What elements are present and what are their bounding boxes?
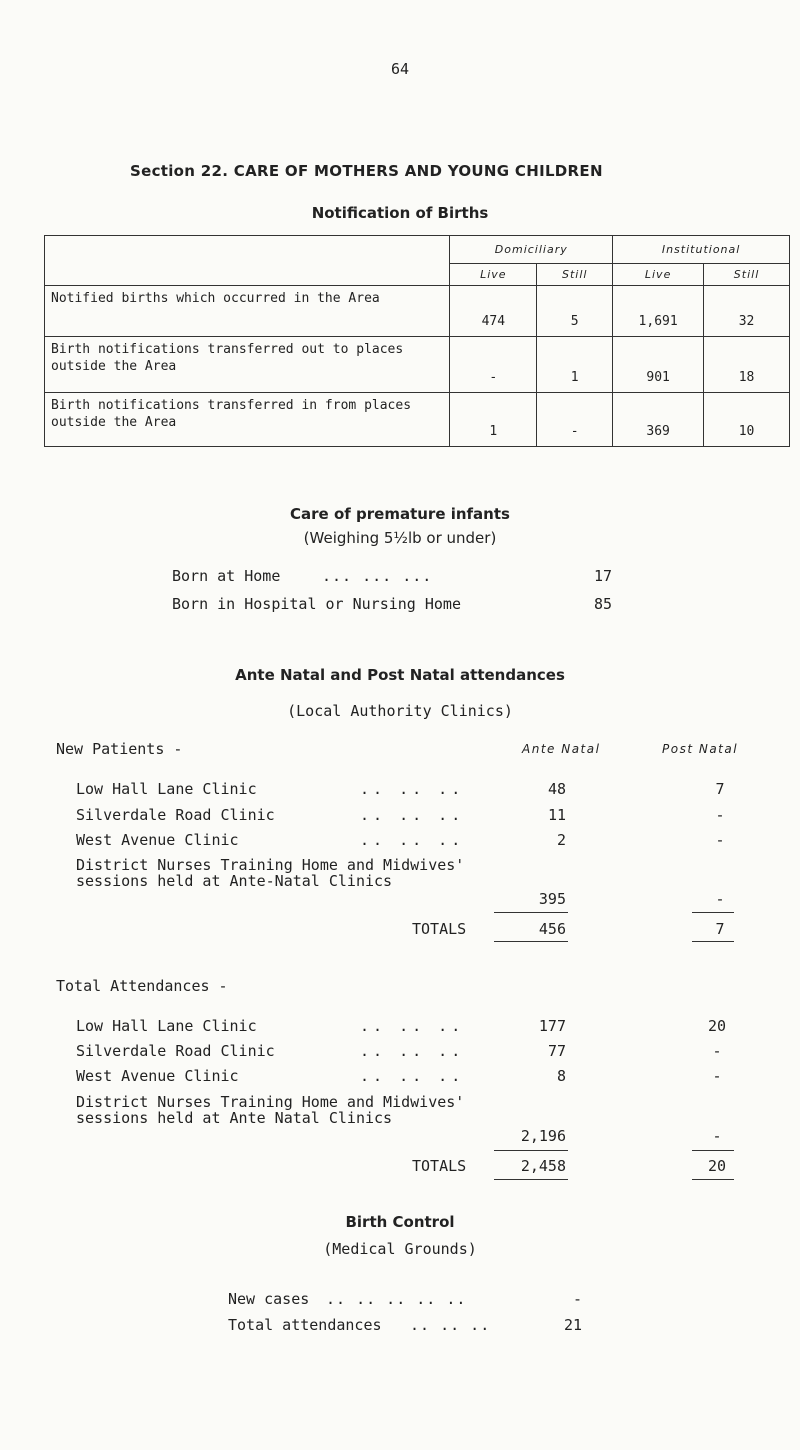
premature-home-dots: ... ... ... xyxy=(322,567,433,585)
attendances-title: Ante Natal and Post Natal attendances xyxy=(235,666,565,684)
total-rule xyxy=(692,941,734,942)
col-header-ante-natal: Ante Natal xyxy=(522,742,601,756)
ante-total: 2,458 xyxy=(520,1157,566,1175)
post-value: - xyxy=(715,806,725,824)
post-value: 7 xyxy=(715,780,725,798)
cell-value: 18 xyxy=(704,337,790,393)
ante-total: 456 xyxy=(538,920,566,938)
premature-home-value: 17 xyxy=(593,567,612,585)
cell-value: 5 xyxy=(537,286,613,337)
row-label: Notified births which occurred in the Area xyxy=(45,286,450,337)
births-table xyxy=(44,235,790,447)
header-dom-still: Still xyxy=(537,264,613,286)
cell-value: 901 xyxy=(613,337,704,393)
post-total: 7 xyxy=(715,920,725,938)
ante-value: 2 xyxy=(556,831,566,849)
attendances-subtitle: (Local Authority Clinics) xyxy=(287,702,513,720)
post-value: - xyxy=(715,890,725,908)
clinic-label: Low Hall Lane Clinic xyxy=(76,780,257,798)
ante-value: 395 xyxy=(538,890,566,908)
subtotal-rule xyxy=(494,912,568,913)
clinic-label: Silverdale Road Clinic xyxy=(76,806,275,824)
new-patients-label: New Patients - xyxy=(56,740,183,758)
premature-home-label: Born at Home xyxy=(172,567,281,585)
post-value: - xyxy=(712,1127,722,1145)
header-dom-live: Live xyxy=(450,264,537,286)
cell-value: 1 xyxy=(450,393,537,447)
ante-value: 48 xyxy=(547,780,566,798)
total-rule xyxy=(692,1179,734,1180)
leader-dots: .. .. .. xyxy=(360,780,465,798)
cell-value: - xyxy=(450,337,537,393)
clinic-label: District Nurses Training Home and Midwives' sessions held at Ante Natal Clinics xyxy=(76,1093,465,1127)
new-cases-dots: .. .. .. .. .. xyxy=(326,1290,467,1308)
subtotal-rule xyxy=(692,1150,734,1151)
total-rule xyxy=(494,941,568,942)
header-domiciliary: Domiciliary xyxy=(450,236,613,264)
leader-dots: .. .. .. xyxy=(360,1067,465,1085)
page-number: 64 xyxy=(390,60,410,78)
post-value: - xyxy=(715,831,725,849)
cell-value: 1,691 xyxy=(613,286,704,337)
premature-title: Care of premature infants xyxy=(290,505,510,523)
leader-dots: .. .. .. xyxy=(360,806,465,824)
total-attendances-bc-value: 21 xyxy=(563,1316,582,1334)
leader-dots: .. .. .. xyxy=(360,1042,465,1060)
table-corner-cell xyxy=(45,236,450,286)
total-attendances-bc-dots: .. .. .. xyxy=(410,1316,491,1334)
new-cases-value: - xyxy=(572,1290,582,1308)
premature-subtitle: (Weighing 5½lb or under) xyxy=(303,529,497,547)
totals-label: TOTALS xyxy=(412,1157,467,1175)
table-row xyxy=(45,337,790,393)
post-value: - xyxy=(712,1042,722,1060)
totals-label: TOTALS xyxy=(412,920,467,938)
cell-value: 369 xyxy=(613,393,704,447)
clinic-label: West Avenue Clinic xyxy=(76,1067,239,1085)
total-rule xyxy=(494,1179,568,1180)
cell-value: 474 xyxy=(450,286,537,337)
header-institutional: Institutional xyxy=(613,236,790,264)
ante-value: 2,196 xyxy=(520,1127,566,1145)
row-label: Birth notifications transferred out to places outside the Area xyxy=(45,337,450,393)
ante-value: 77 xyxy=(547,1042,566,1060)
table-row xyxy=(45,393,790,447)
subtotal-rule xyxy=(494,1150,568,1151)
total-attendances-bc-label: Total attendances xyxy=(228,1316,382,1334)
section-title: Section 22. CARE OF MOTHERS AND YOUNG CHILDREN xyxy=(130,162,603,180)
premature-hospital-value: 85 xyxy=(593,595,612,613)
clinic-label: Low Hall Lane Clinic xyxy=(76,1017,257,1035)
cell-value: 32 xyxy=(704,286,790,337)
new-cases-label: New cases xyxy=(228,1290,310,1308)
leader-dots: .. .. .. xyxy=(360,831,465,849)
header-inst-live: Live xyxy=(613,264,704,286)
table-row xyxy=(45,286,790,337)
cell-value: - xyxy=(537,393,613,447)
total-attendances-label: Total Attendances - xyxy=(56,977,228,995)
ante-value: 177 xyxy=(538,1017,566,1035)
row-label: Birth notifications transferred in from places outside the Area xyxy=(45,393,450,447)
cell-value: 1 xyxy=(537,337,613,393)
premature-hospital-label: Born in Hospital or Nursing Home xyxy=(172,595,461,613)
post-value: 20 xyxy=(707,1017,727,1035)
clinic-label: West Avenue Clinic xyxy=(76,831,239,849)
clinic-label: Silverdale Road Clinic xyxy=(76,1042,275,1060)
notification-subtitle: Notification of Births xyxy=(311,204,489,222)
ante-value: 8 xyxy=(556,1067,566,1085)
col-header-post-natal: Post Natal xyxy=(662,742,739,756)
clinic-label: District Nurses Training Home and Midwives' sessions held at Ante-Natal Clinics xyxy=(76,856,465,890)
subtotal-rule xyxy=(692,912,734,913)
birth-control-subtitle: (Medical Grounds) xyxy=(323,1240,477,1258)
cell-value: 10 xyxy=(704,393,790,447)
header-inst-still: Still xyxy=(704,264,790,286)
ante-value: 11 xyxy=(547,806,566,824)
birth-control-title: Birth Control xyxy=(345,1213,455,1231)
post-value: - xyxy=(712,1067,722,1085)
leader-dots: .. .. .. xyxy=(360,1017,465,1035)
post-total: 20 xyxy=(707,1157,727,1175)
